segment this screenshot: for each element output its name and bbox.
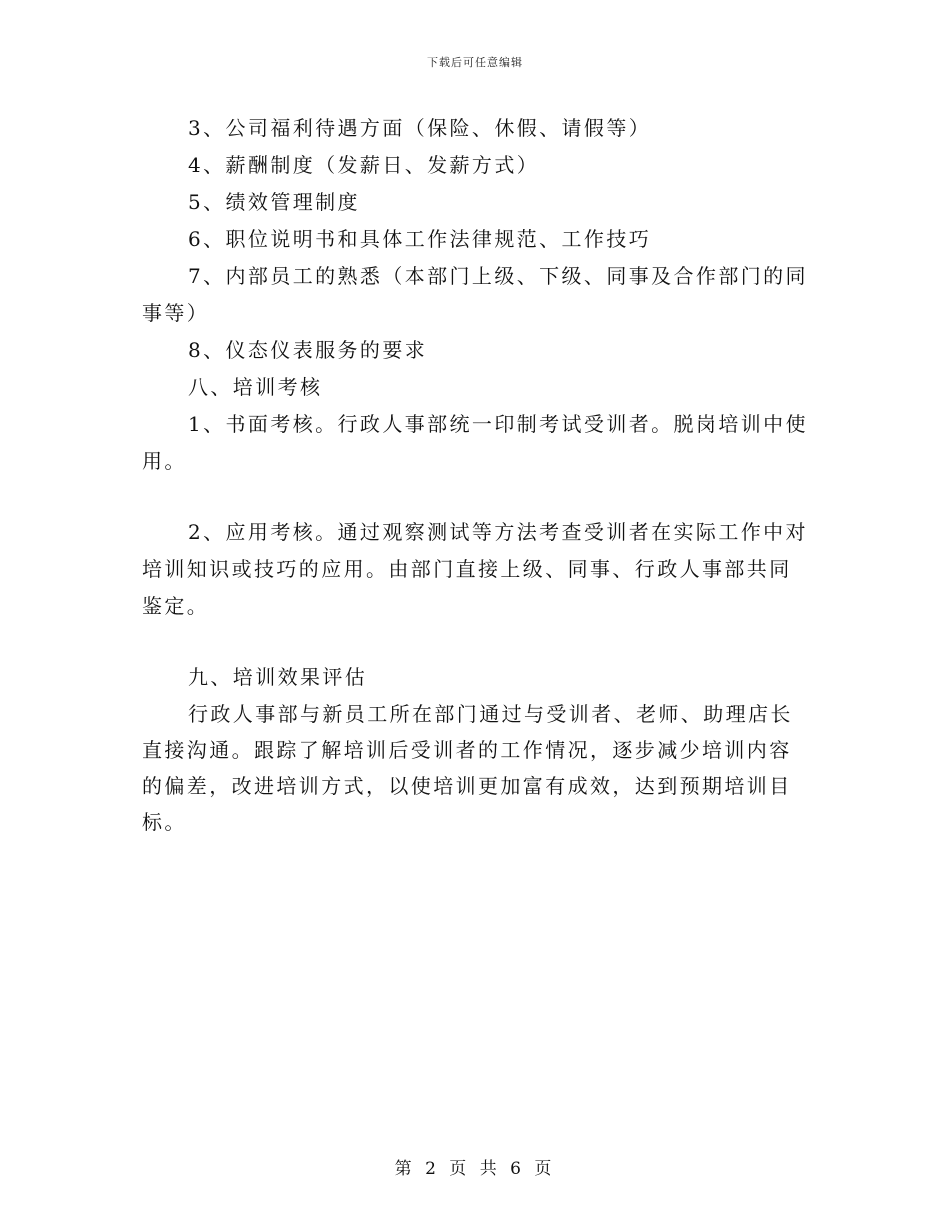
- paragraph-written-test: 1、书面考核。行政人事部统一印制考试受训者。脱岗培训中使用。: [142, 412, 808, 473]
- paragraph-welfare: 3、公司福利待遇方面（保险、休假、请假等）: [188, 116, 652, 140]
- paragraph-applied-test: 2、应用考核。通过观察测试等方法考查受训者在实际工作中对培训知识或技巧的应用。由部门直接上级、同事、行政人事部共同鉴定。: [142, 520, 808, 618]
- paragraph-appearance: 8、仪态仪表服务的要求: [188, 338, 428, 362]
- document-body: [142, 110, 812, 840]
- paragraph-salary: 4、薪酬制度（发薪日、发薪方式）: [188, 153, 540, 177]
- paragraph-performance: 5、绩效管理制度: [188, 190, 360, 214]
- heading-training-assessment: 八、培训考核: [188, 375, 323, 399]
- paragraph-evaluation-body: 行政人事部与新员工所在部门通过与受训者、老师、助理店长直接沟通。跟踪了解培训后受训者的工作情况，逐步减少培训内容的偏差，改进培训方式，以使培训更加富有成效，达到预期培训目标。: [142, 702, 793, 834]
- paragraph-colleagues: 7、内部员工的熟悉（本部门上级、下级、同事及合作部门的同事等）: [142, 264, 808, 325]
- paragraph-job-description: 6、职位说明书和具体工作法律规范、工作技巧: [188, 227, 652, 251]
- page-number: 第 2 页 共 6 页: [394, 1159, 556, 1179]
- heading-training-evaluation: 九、培训效果评估: [188, 665, 368, 689]
- page-header: 下载后可任意编辑: [427, 56, 523, 69]
